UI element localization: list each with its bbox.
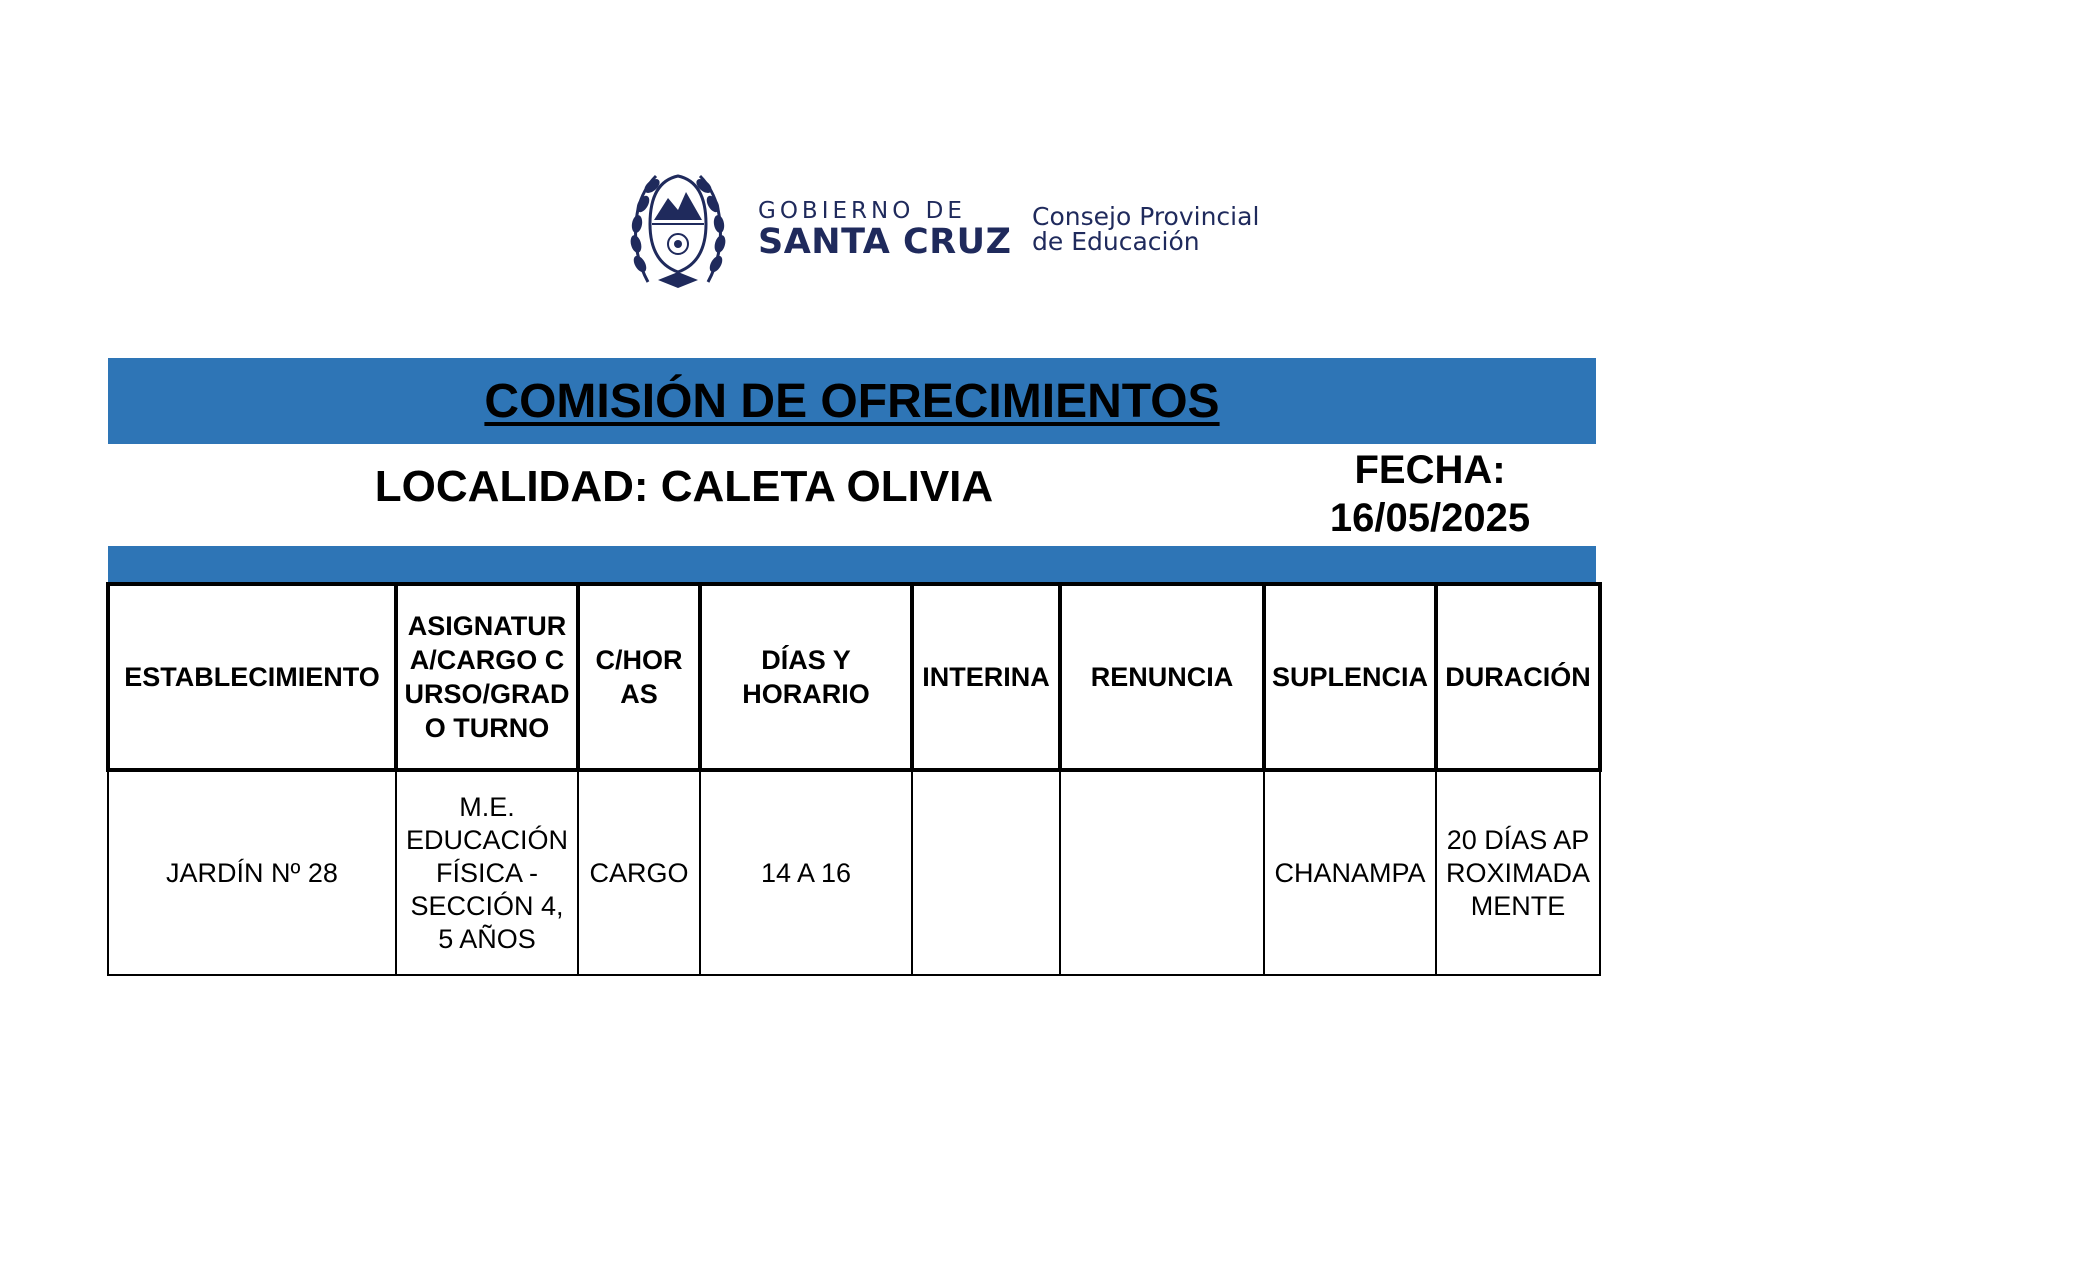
cell-establecimiento: JARDÍN Nº 28 — [108, 770, 396, 975]
date-block — [1285, 446, 1575, 542]
government-name-line1: GOBIERNO DE — [758, 198, 966, 224]
separator-band — [108, 546, 1596, 582]
locality-heading: LOCALIDAD: CALETA OLIVIA — [374, 462, 994, 511]
title-band — [108, 358, 1596, 444]
column-header-establecimiento: ESTABLECIMIENTO — [108, 584, 396, 770]
council-name-line1: Consejo Provincial — [1032, 202, 1260, 231]
column-header-duracion: DURACIÓN — [1436, 584, 1600, 770]
column-header-horas: C/HORAS — [578, 584, 700, 770]
cell-horas: CARGO — [578, 770, 700, 975]
cell-duracion: 20 DÍAS APROXIMADAMENTE — [1436, 770, 1600, 975]
column-header-suplencia: SUPLENCIA — [1264, 584, 1436, 770]
date-value: 16/05/2025 — [1329, 496, 1531, 540]
table-row — [108, 770, 1600, 975]
council-name — [1032, 204, 1259, 254]
column-header-renuncia: RENUNCIA — [1060, 584, 1264, 770]
header-logo — [628, 164, 1268, 294]
table-header-row — [108, 584, 1600, 770]
government-name-line2: SANTA CRUZ — [758, 222, 1012, 262]
document-title: COMISIÓN DE OFRECIMIENTOS — [484, 374, 1220, 428]
cell-suplencia: CHANAMPA — [1264, 770, 1436, 975]
column-header-dias-horario: DÍAS Y HORARIO — [700, 584, 912, 770]
offers-table — [106, 582, 1602, 976]
cell-dias-horario: 14 A 16 — [700, 770, 912, 975]
column-header-interina: INTERINA — [912, 584, 1060, 770]
column-header-asignatura: ASIGNATURA/CARGO CURSO/GRADO TURNO — [396, 584, 578, 770]
council-name-line2: de Educación — [1032, 227, 1200, 256]
cell-renuncia — [1060, 770, 1264, 975]
date-label: FECHA: — [1354, 448, 1506, 492]
cell-asignatura: M.E. EDUCACIÓN FÍSICA - SECCIÓN 4, 5 AÑOS — [396, 770, 578, 975]
santa-cruz-seal-icon — [628, 164, 728, 294]
cell-interina — [912, 770, 1060, 975]
